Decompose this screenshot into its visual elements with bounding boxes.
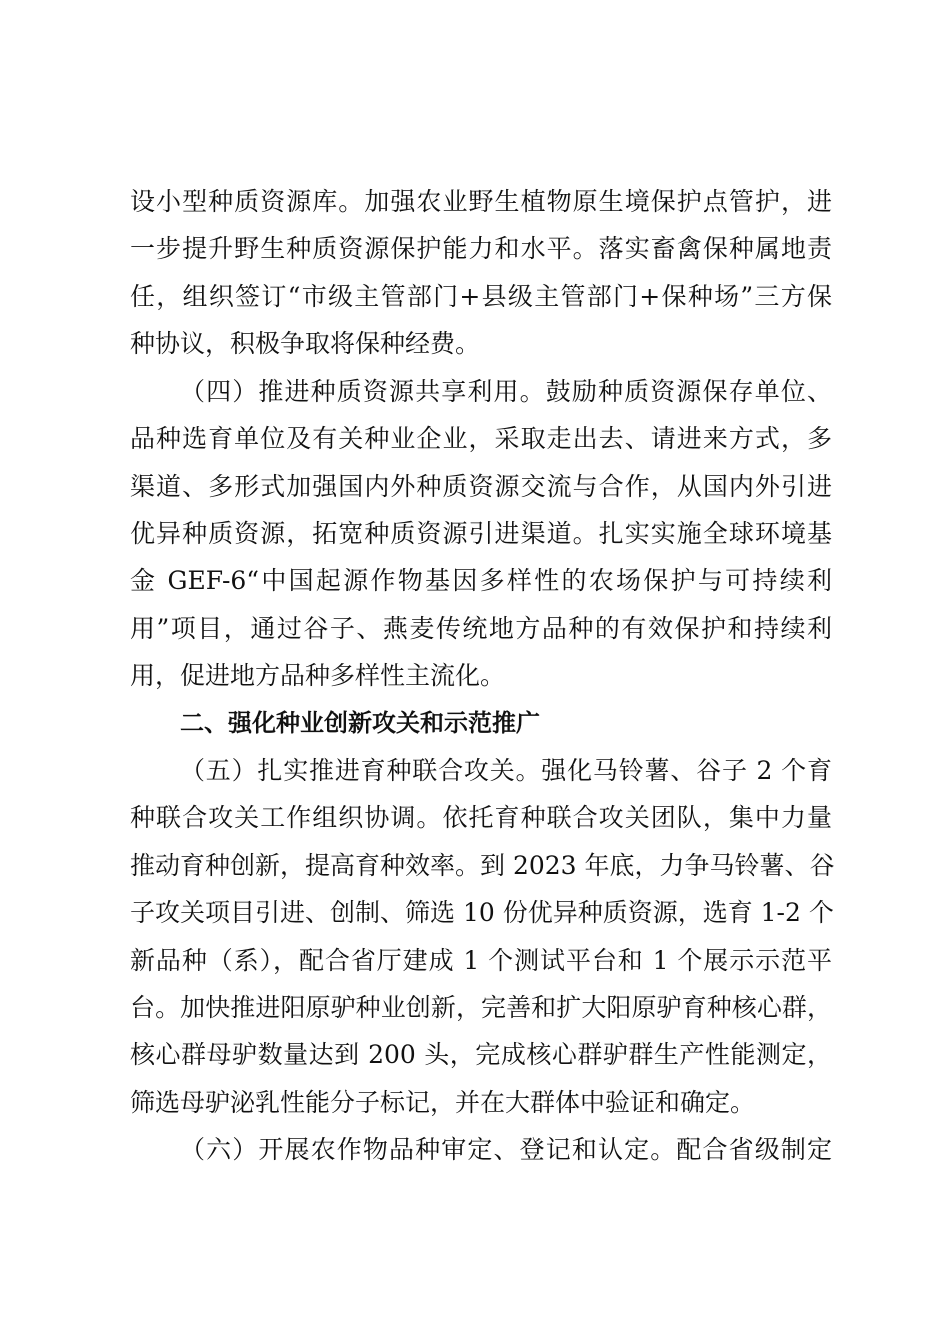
body-text-line: 新品种（系），配合省厅建成 1 个测试平台和 1 个展示示范平 — [130, 946, 832, 975]
body-text-line: 品种选育单位及有关种业企业，采取走出去、请进来方式，多 — [130, 424, 832, 453]
body-text-line: 台。加快推进阳原驴种业创新，完善和扩大阳原驴育种核心群， — [130, 993, 832, 1022]
body-text-line: 任，组织签订“市级主管部门+县级主管部门+保种场”三方保 — [130, 282, 832, 311]
body-text-line: 筛选母驴泌乳性能分子标记，并在大群体中验证和确定。 — [130, 1088, 756, 1117]
body-text-line: 一步提升野生种质资源保护能力和水平。落实畜禽保种属地责 — [130, 234, 832, 263]
body-text-line: 设小型种质资源库。加强农业野生植物原生境保护点管护，进 — [130, 187, 832, 216]
section-heading: 二、强化种业创新攻关和示范推广 — [180, 709, 540, 737]
body-text-line: 用”项目，通过谷子、燕麦传统地方品种的有效保护和持续利 — [130, 614, 832, 643]
body-text-line: 优异种质资源，拓宽种质资源引进渠道。扎实实施全球环境基 — [130, 519, 832, 548]
paragraph-lead-line: （五）扎实推进育种联合攻关。强化马铃薯、谷子 2 个育 — [180, 756, 832, 785]
body-text-line: 推动育种创新，提高育种效率。到 2023 年底，力争马铃薯、谷 — [130, 851, 835, 880]
body-text-line: 种协议，积极争取将保种经费。 — [130, 329, 481, 358]
body-text-line: 金 GEF-6“中国起源作物基因多样性的农场保护与可持续利 — [130, 566, 832, 595]
body-text-line: 渠道、多形式加强国内外种质资源交流与合作，从国内外引进 — [130, 472, 832, 501]
body-text-line: 子攻关项目引进、创制、筛选 10 份优异种质资源，选育 1-2 个 — [130, 898, 834, 927]
paragraph-lead-line: （六）开展农作物品种审定、登记和认定。配合省级制定 — [180, 1135, 832, 1164]
body-text-line: 种联合攻关工作组织协调。依托育种联合攻关团队，集中力量 — [130, 803, 832, 832]
body-text-line: 核心群母驴数量达到 200 头，完成核心群驴群生产性能测定， — [130, 1040, 832, 1069]
paragraph-lead-line: （四）推进种质资源共享利用。鼓励种质资源保存单位、 — [180, 377, 832, 406]
body-text-line: 用，促进地方品种多样性主流化。 — [130, 661, 506, 690]
